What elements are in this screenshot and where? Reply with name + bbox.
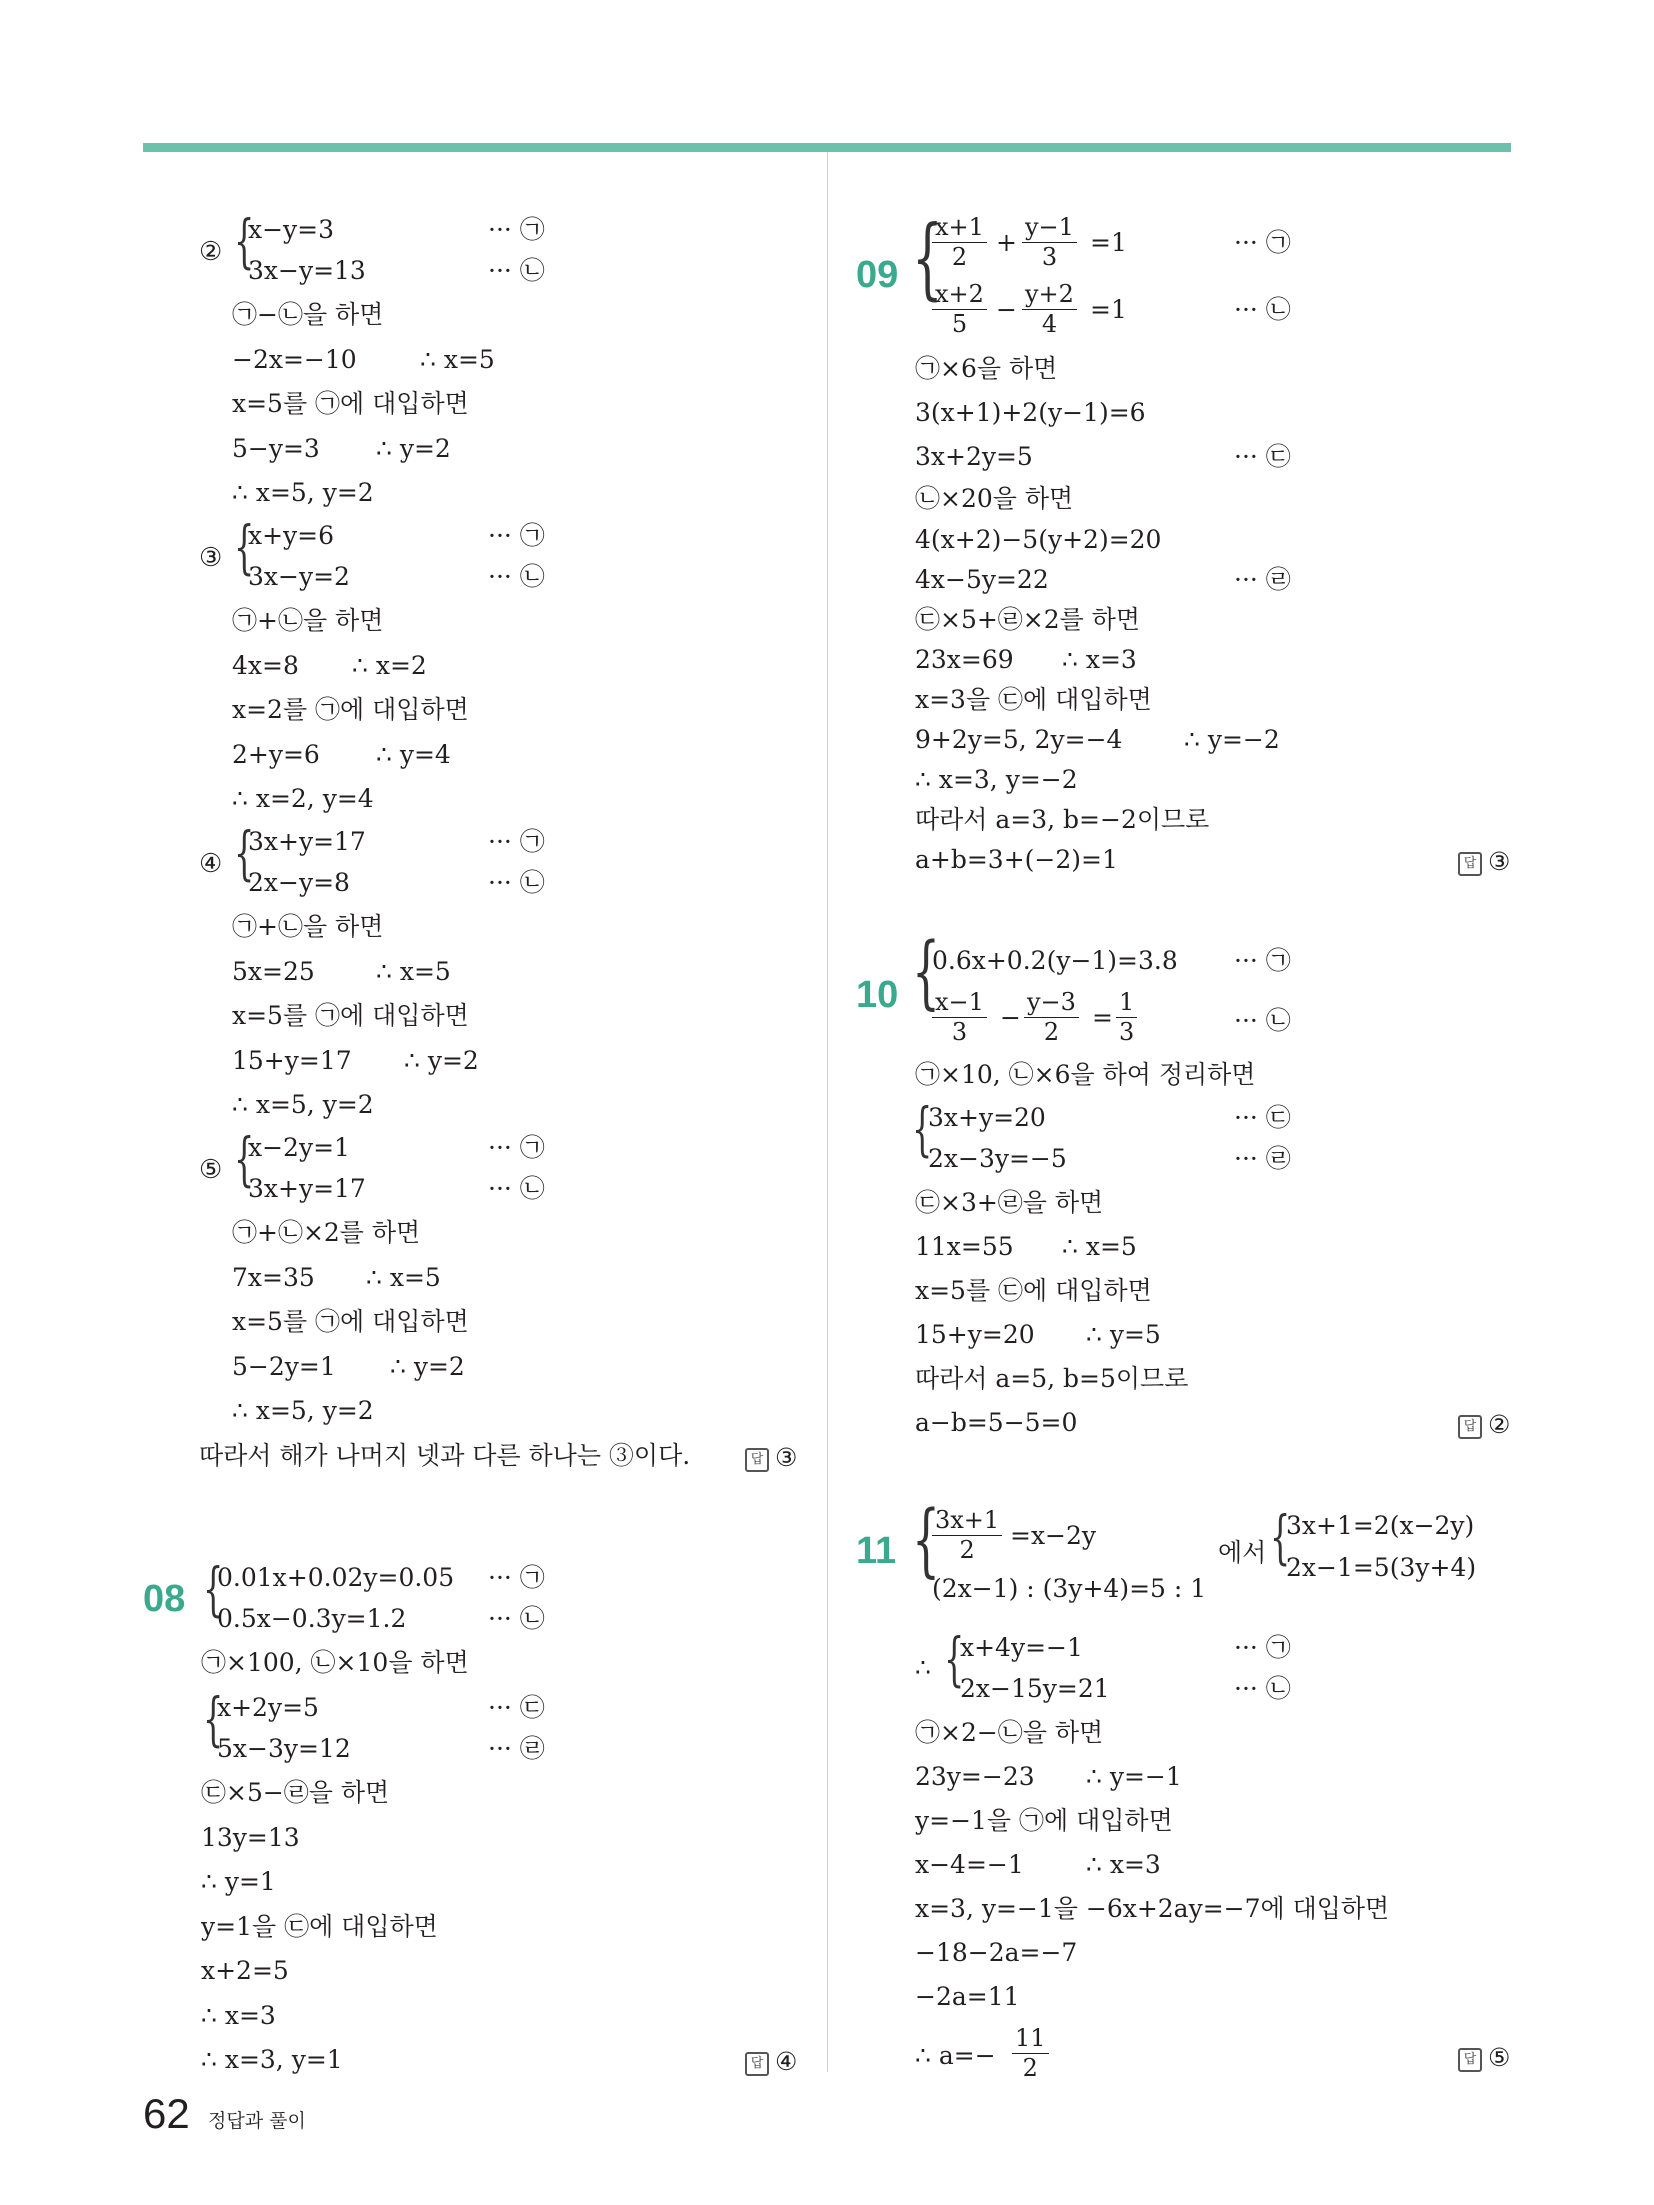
- equation: 3x+y=20: [928, 1103, 1046, 1132]
- numerator: x+1: [932, 215, 987, 243]
- answer-value: ④: [775, 2047, 798, 2076]
- operator: +: [996, 228, 1017, 257]
- step-text: x=2를 ㉠에 대입하면: [232, 695, 469, 724]
- fraction: [1022, 215, 1077, 270]
- equation-tag: ··· ㉢: [1234, 442, 1291, 471]
- step-result: ∴ y=4: [376, 740, 451, 769]
- step-result: ∴ y=2: [404, 1046, 479, 1075]
- step-text: 3x+2y=5: [915, 442, 1033, 471]
- equation-tag: ··· ㉠: [488, 827, 545, 856]
- step-result: ∴ x=5: [376, 957, 451, 986]
- step-text: x−4=−1: [915, 1850, 1024, 1879]
- choice-marker: ⑤: [199, 1155, 223, 1185]
- problem-number: 08: [143, 1578, 186, 1620]
- equation-tag: ··· ㉠: [1234, 228, 1291, 257]
- step-text: ㉠×10, ㉡×6을 하여 정리하면: [915, 1060, 1256, 1089]
- step-result: ∴ y=5: [1086, 1320, 1161, 1349]
- step-text: y=1을 ㉢에 대입하면: [201, 1912, 438, 1941]
- step-text: 2+y=6: [232, 740, 320, 769]
- step-result: ∴ y=−1: [1086, 1762, 1182, 1791]
- choice-marker: ④: [199, 849, 223, 879]
- step-text: ∴ x=2, y=4: [232, 784, 374, 813]
- step-text: ㉢×3+㉣을 하면: [915, 1188, 1104, 1217]
- answer-value: ③: [1488, 847, 1511, 876]
- equation-tag: ··· ㉢: [1234, 1103, 1291, 1132]
- answer-mark: [745, 2047, 797, 2076]
- equation: 0.01x+0.02y=0.05: [217, 1563, 455, 1592]
- step-result: ∴ y=−2: [1184, 725, 1280, 754]
- numerator: y+2: [1022, 282, 1077, 310]
- step-text: x+2=5: [201, 1956, 289, 1985]
- numerator: y−3: [1024, 990, 1079, 1018]
- step-text: 9+2y=5, 2y=−4: [915, 725, 1123, 754]
- step-text: −18−2a=−7: [915, 1938, 1078, 1967]
- numerator: x+2: [932, 282, 987, 310]
- answer-icon: 답: [745, 2052, 769, 2076]
- answer-value: ③: [775, 1443, 798, 1472]
- numerator: x−1: [932, 990, 987, 1018]
- step-result: ∴ x=3: [1086, 1850, 1161, 1879]
- problem-number: 11: [856, 1530, 897, 1572]
- denominator: 2: [951, 243, 968, 272]
- denominator: 3: [951, 1018, 968, 1047]
- step-text: 5x=25: [232, 957, 315, 986]
- denominator: 2: [1022, 2054, 1038, 2083]
- fraction: [1012, 2026, 1049, 2081]
- step-text: x=5를 ㉠에 대입하면: [232, 1307, 469, 1336]
- equation-tag: ··· ㉡: [1234, 1674, 1291, 1703]
- equation-tag: ··· ㉠: [488, 215, 545, 244]
- step-text: ∴ x=3, y=−2: [915, 765, 1078, 794]
- system-brace: {: [912, 925, 940, 1018]
- step-text: ㉢×5+㉣×2를 하면: [915, 605, 1141, 634]
- step-text: ㉠+㉡을 하면: [232, 912, 384, 941]
- step-text: 23y=−23: [915, 1762, 1035, 1791]
- system-brace: {: [912, 1493, 940, 1586]
- step-text: 5−y=3: [232, 434, 320, 463]
- step-text: ㉠×2−㉡을 하면: [915, 1718, 1104, 1747]
- equation: 3x+y=17: [248, 827, 366, 856]
- conclusion-text: 따라서 해가 나머지 넷과 다른 하나는 ③이다.: [199, 1441, 691, 1470]
- step-text: y=−1을 ㉠에 대입하면: [915, 1806, 1173, 1835]
- step-text: ㉠×100, ㉡×10을 하면: [201, 1648, 469, 1677]
- equation: 0.6x+0.2(y−1)=3.8: [932, 946, 1178, 975]
- step-result: ∴ x=5: [1062, 1232, 1137, 1261]
- equation: =1: [1090, 295, 1127, 324]
- system-brace: {: [234, 207, 255, 275]
- system-brace: {: [203, 1685, 224, 1753]
- step-text: x=5를 ㉠에 대입하면: [232, 389, 469, 418]
- system-brace: {: [912, 1095, 933, 1163]
- step-text: ㉠−㉡을 하면: [232, 300, 384, 329]
- step-text: 11x=55: [915, 1232, 1014, 1261]
- equation-tag: ··· ㉡: [488, 256, 545, 285]
- equation-tag: ··· ㉠: [488, 1563, 545, 1592]
- equation: 3x+y=17: [248, 1174, 366, 1203]
- step-result: ∴ x=5: [366, 1263, 441, 1292]
- numerator: 11: [1012, 2026, 1049, 2054]
- step-text: 15+y=20: [915, 1320, 1035, 1349]
- equation: =x−2y: [1010, 1521, 1097, 1550]
- step-text: 4(x+2)−5(y+2)=20: [915, 525, 1162, 554]
- equation-tag: ··· ㉡: [488, 1174, 545, 1203]
- problem-number: 09: [856, 254, 899, 296]
- step-text: 5−2y=1: [232, 1352, 336, 1381]
- equation: 2x−y=8: [248, 868, 350, 897]
- system-brace: {: [203, 1555, 224, 1623]
- step-text: −2x=−10: [232, 345, 357, 374]
- fraction: [1116, 990, 1137, 1045]
- answer-mark: [1458, 1410, 1510, 1439]
- equation-tag: ··· ㉠: [1234, 1633, 1291, 1662]
- top-accent-rule: [143, 143, 1511, 152]
- step-text: a−b=5−5=0: [915, 1408, 1078, 1437]
- denominator: 2: [1043, 1018, 1060, 1047]
- footer-label: 정답과 풀이: [208, 2110, 306, 2132]
- answer-value: ⑤: [1488, 2043, 1511, 2072]
- equation-tag: ··· ㉣: [1234, 1144, 1291, 1173]
- fraction: [932, 1508, 1002, 1563]
- equation-tag: ··· ㉡: [488, 562, 545, 591]
- step-result: ∴ x=3: [1062, 645, 1137, 674]
- equation: 2x−3y=−5: [928, 1144, 1067, 1173]
- step-text: 15+y=17: [232, 1046, 352, 1075]
- equation: 2x−1=5(3y+4): [1286, 1553, 1477, 1582]
- equation: 2x−15y=21: [960, 1674, 1110, 1703]
- system-brace: {: [234, 1125, 255, 1193]
- step-text: 4x=8: [232, 651, 299, 680]
- equation-tag: ··· ㉠: [1234, 946, 1291, 975]
- step-text: 4x−5y=22: [915, 565, 1049, 594]
- operator: =: [1092, 1003, 1113, 1032]
- denominator: 3: [1041, 243, 1058, 272]
- step-text: ㉠+㉡을 하면: [232, 606, 384, 635]
- equation: 3x−y=13: [248, 256, 366, 285]
- step-result: ∴ x=2: [352, 651, 427, 680]
- answer-mark: [1458, 847, 1510, 876]
- step-text: x=3을 ㉢에 대입하면: [915, 685, 1152, 714]
- step-text: 23x=69: [915, 645, 1014, 674]
- step-text: ∴ x=5, y=2: [232, 478, 374, 507]
- equation-tag: ··· ㉣: [1234, 565, 1291, 594]
- step-text: ㉠+㉡×2를 하면: [232, 1218, 421, 1247]
- therefore-symbol: ∴: [915, 1653, 931, 1682]
- step-text: ㉠×6을 하면: [915, 354, 1058, 383]
- operator: −: [1000, 1003, 1021, 1032]
- step-text: ∴ x=5, y=2: [232, 1396, 374, 1425]
- column-divider: [827, 152, 828, 2072]
- step-text: −2a=11: [915, 1982, 1020, 2011]
- equation: x+4y=−1: [960, 1633, 1083, 1662]
- answer-mark: [745, 1443, 797, 1472]
- numerator: y−1: [1022, 215, 1077, 243]
- equation: x+y=6: [248, 521, 335, 550]
- equation: 3x−y=2: [248, 562, 350, 591]
- step-result: ∴ y=2: [390, 1352, 465, 1381]
- equation-tag: ··· ㉣: [488, 1734, 545, 1763]
- equation-tag: ··· ㉠: [488, 521, 545, 550]
- equation-tag: ··· ㉡: [488, 868, 545, 897]
- step-text: 13y=13: [201, 1823, 300, 1852]
- page-number: 62: [143, 2090, 190, 2137]
- denominator: 4: [1041, 310, 1058, 339]
- numerator: 3x+1: [932, 1508, 1002, 1536]
- fraction: [932, 282, 987, 337]
- answer-value: ②: [1488, 1410, 1511, 1439]
- denominator: 3: [1119, 1018, 1135, 1047]
- denominator: 2: [959, 1536, 975, 1565]
- connector-text: 에서: [1218, 1538, 1267, 1567]
- step-text: x=5를 ㉢에 대입하면: [915, 1276, 1152, 1305]
- system-brace: {: [234, 513, 255, 581]
- system-brace: {: [1270, 1503, 1291, 1571]
- answer-icon: 답: [1458, 852, 1482, 876]
- equation: x+2y=5: [217, 1693, 319, 1722]
- step-text: x=3, y=−1을 −6x+2ay=−7에 대입하면: [915, 1894, 1390, 1923]
- equation: 5x−3y=12: [217, 1734, 351, 1763]
- fraction: [1024, 990, 1079, 1045]
- equation-tag: ··· ㉡: [1234, 1006, 1291, 1035]
- system-brace: {: [912, 206, 943, 309]
- fraction: [932, 990, 987, 1045]
- step-text: 따라서 a=3, b=−2이므로: [915, 805, 1210, 834]
- step-result: ∴ x=5: [420, 345, 495, 374]
- equation: (2x−1) : (3y+4)=5 : 1: [932, 1574, 1207, 1603]
- equation: x−y=3: [248, 215, 335, 244]
- step-text: x=5를 ㉠에 대입하면: [232, 1001, 469, 1030]
- step-text: 7x=35: [232, 1263, 315, 1292]
- numerator: 1: [1116, 990, 1137, 1018]
- equation: x−2y=1: [248, 1133, 350, 1162]
- equation-tag: ··· ㉡: [1234, 295, 1291, 324]
- equation: 0.5x−0.3y=1.2: [217, 1604, 407, 1633]
- equation-tag: ··· ㉠: [488, 1133, 545, 1162]
- answer-icon: 답: [1458, 2048, 1482, 2072]
- choice-marker: ②: [199, 237, 223, 267]
- step-text: ㉡×20을 하면: [915, 484, 1074, 513]
- answer-mark: [1458, 2043, 1510, 2072]
- equation-tag: ··· ㉢: [488, 1693, 545, 1722]
- system-brace: {: [234, 819, 255, 887]
- answer-icon: 답: [1458, 1415, 1482, 1439]
- step-text: 3(x+1)+2(y−1)=6: [915, 398, 1146, 427]
- step-result: ∴ y=2: [376, 434, 451, 463]
- equation: 3x+1=2(x−2y): [1286, 1511, 1475, 1540]
- step-text: ∴ a=−: [915, 2041, 996, 2070]
- choice-marker: ③: [199, 543, 223, 573]
- denominator: 5: [951, 310, 968, 339]
- equation-tag: ··· ㉡: [488, 1604, 545, 1633]
- step-text: ∴ x=5, y=2: [232, 1090, 374, 1119]
- step-text: a+b=3+(−2)=1: [915, 845, 1118, 874]
- problem-number: 10: [856, 974, 899, 1016]
- step-text: ∴ x=3, y=1: [201, 2045, 343, 2074]
- equation: =1: [1090, 228, 1127, 257]
- step-text: ∴ y=1: [201, 1867, 276, 1896]
- fraction: [932, 215, 987, 270]
- operator: −: [996, 295, 1017, 324]
- step-text: 따라서 a=5, b=5이므로: [915, 1364, 1189, 1393]
- answer-icon: 답: [745, 1448, 769, 1472]
- fraction: [1022, 282, 1077, 337]
- system-brace: {: [944, 1625, 965, 1693]
- step-text: ∴ x=3: [201, 2001, 276, 2030]
- step-text: ㉢×5−㉣을 하면: [201, 1778, 390, 1807]
